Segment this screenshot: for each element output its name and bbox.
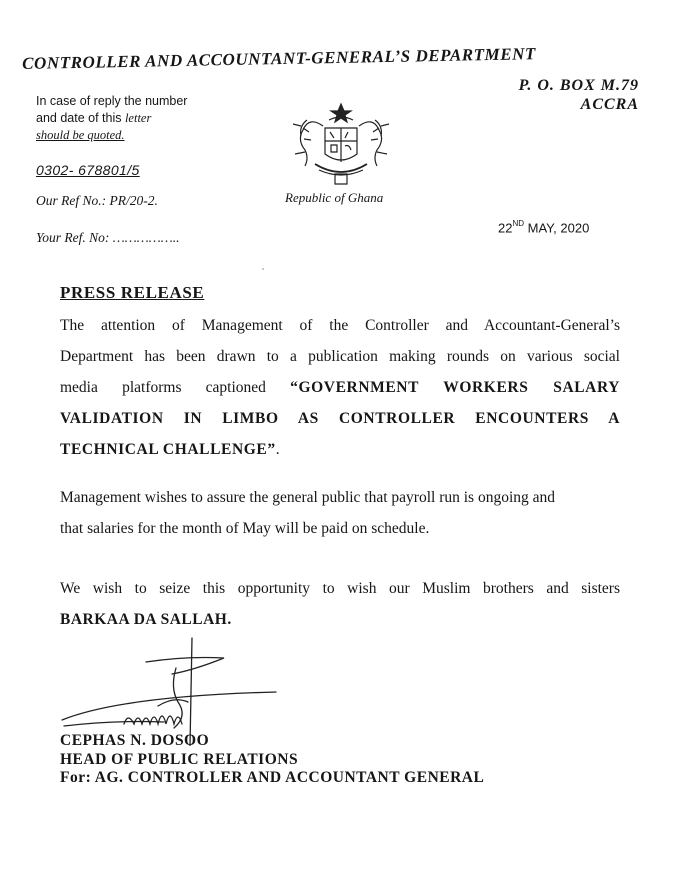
paragraph-1-line-1: The attention of Management of the Controller and Accountant-General’s xyxy=(60,317,620,334)
paragraph-1-line-3-bold: “GOVERNMENT WORKERS SALARY xyxy=(290,379,621,396)
signatory-name: CEPHAS N. DOSOO xyxy=(60,732,210,749)
paragraph-2 xyxy=(60,489,620,551)
paragraph-1-line-5 xyxy=(60,441,620,472)
paragraph-1-line-5-bold: TECHNICAL CHALLENGE” xyxy=(60,441,276,458)
reply-note-line-2 xyxy=(36,110,187,127)
reply-note-line-2-text: and date of this xyxy=(36,111,125,125)
department-heading: CONTROLLER AND ACCOUNTANT-GENERAL’S DEPARTMENT xyxy=(22,44,537,73)
city: ACCRA xyxy=(580,96,639,113)
reply-note-line-3: should be quoted. xyxy=(36,128,125,142)
handwritten-signature xyxy=(58,636,288,746)
paragraph-1-line-2: Department has been drawn to a publication making rounds on various social xyxy=(60,348,620,365)
paragraph-3-line-2: BARKAA DA SALLAH. xyxy=(60,611,232,628)
paragraph-1-line-4-bold: VALIDATION IN LIMBO AS CONTROLLER ENCOUNTERS A xyxy=(60,410,620,427)
signatory-for: For: AG. CONTROLLER AND ACCOUNTANT GENERAL xyxy=(60,769,485,786)
paragraph-1-line-5-end: . xyxy=(275,441,280,458)
ghana-coat-of-arms-emblem xyxy=(285,102,397,188)
emblem-caption: Republic of Ghana xyxy=(285,190,384,205)
reply-note xyxy=(36,93,187,144)
press-release-title: PRESS RELEASE xyxy=(60,283,205,302)
paragraph-2-line-1: Management wishes to assure the general public that payroll run is ongoing and xyxy=(60,489,556,506)
signatory-title: HEAD OF PUBLIC RELATIONS xyxy=(60,751,299,768)
date-day: 22 xyxy=(498,220,513,236)
your-reference: Your Ref. No: …………….. xyxy=(36,230,180,245)
date-rest: MAY, 2020 xyxy=(524,220,590,236)
paragraph-1-line-3 xyxy=(60,379,620,410)
paragraph-1-line-4 xyxy=(60,410,620,441)
date-suffix: ND xyxy=(512,219,525,228)
paragraph-1 xyxy=(60,317,620,472)
paragraph-3-line-1: We wish to seize this opportunity to wish our Muslim brothers and sisters xyxy=(60,580,620,597)
paragraph-2-line-2: that salaries for the month of May will be paid on schedule. xyxy=(60,520,430,537)
scan-speck xyxy=(262,268,264,270)
reply-note-line-1: In case of reply the number xyxy=(36,94,188,108)
paragraph-1-line-3-text: media platforms captioned xyxy=(60,379,291,396)
our-reference: Our Ref No.: PR/20-2. xyxy=(36,193,158,208)
paragraph-3 xyxy=(60,580,620,642)
reply-note-line-2-italic: letter xyxy=(124,111,152,125)
letter-date xyxy=(498,220,589,235)
po-box: P. O. BOX M.79 xyxy=(518,77,639,94)
phone-number: 0302- 678801/5 xyxy=(36,162,140,178)
